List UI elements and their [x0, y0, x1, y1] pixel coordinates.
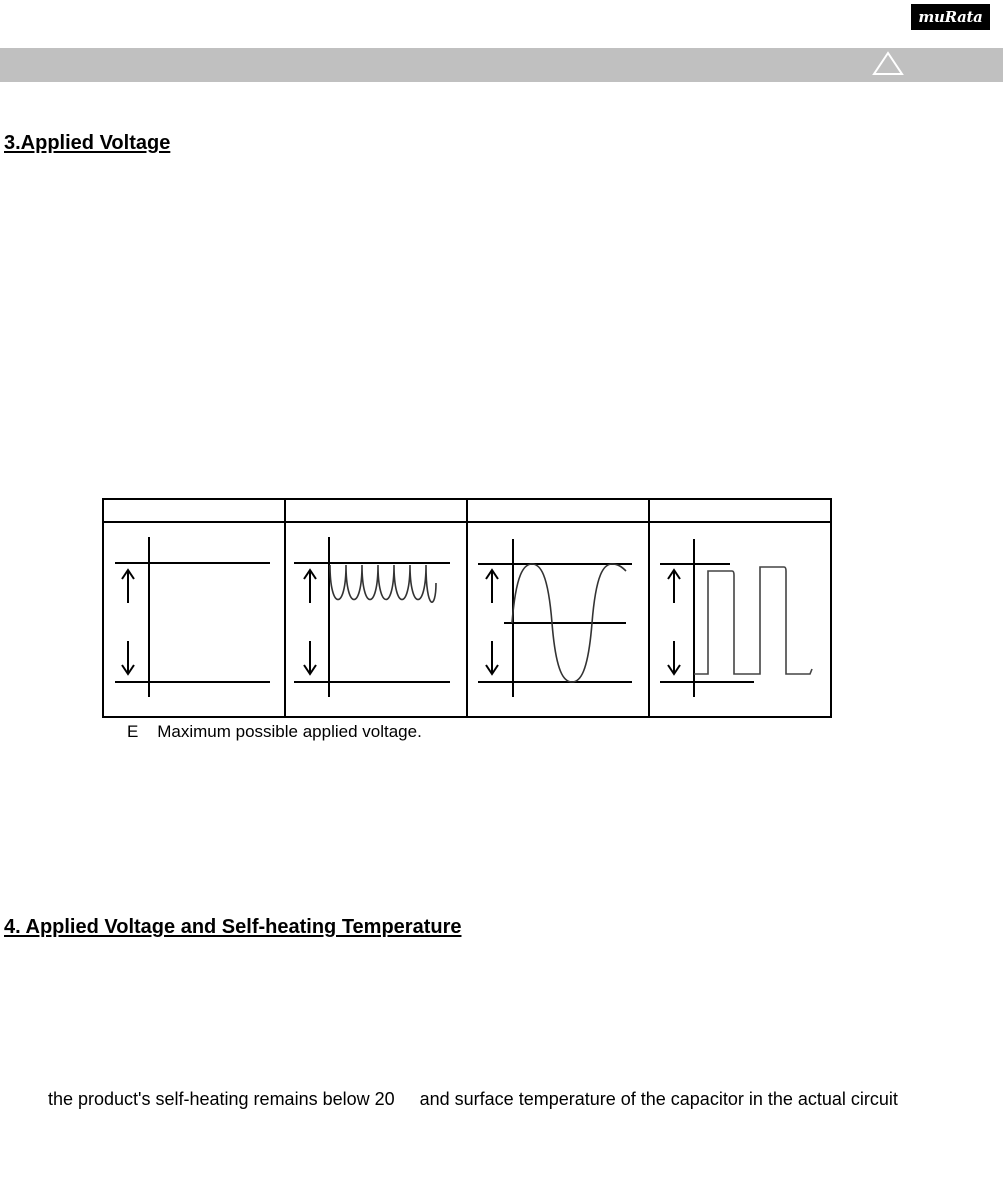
ripple-waveform-icon: [286, 523, 466, 716]
header-band: [0, 48, 1003, 82]
pulse-waveform-icon: [650, 523, 830, 716]
header-cell-2: [285, 499, 467, 522]
warning-triangle-icon: [871, 50, 905, 77]
waveform-table-header-row: [103, 499, 831, 522]
waveform-table: [102, 498, 832, 718]
section-3-heading: 3.Applied Voltage: [4, 132, 171, 154]
header-cell-3: [467, 499, 649, 522]
figure-cell-pulse: [649, 522, 831, 717]
logo-text: muRata: [918, 8, 983, 26]
figure-cell-dc: [103, 522, 285, 717]
max-voltage-note: E Maximum possible applied voltage.: [127, 722, 422, 741]
waveform-table-figure-row: [103, 522, 831, 717]
sine-waveform-icon: [468, 523, 648, 716]
figure-cell-sine: [467, 522, 649, 717]
section-4-heading: 4. Applied Voltage and Self-heating Temperature: [4, 916, 462, 938]
figure-cell-ripple: [285, 522, 467, 717]
murata-logo: [911, 4, 990, 30]
dc-waveform-icon: [104, 523, 284, 716]
header-cell-4: [649, 499, 831, 522]
header-cell-1: [103, 499, 285, 522]
self-heating-paragraph: the product's self-heating remains below 20 and surface temperature of the capacitor in the actual circuit: [48, 1089, 898, 1109]
